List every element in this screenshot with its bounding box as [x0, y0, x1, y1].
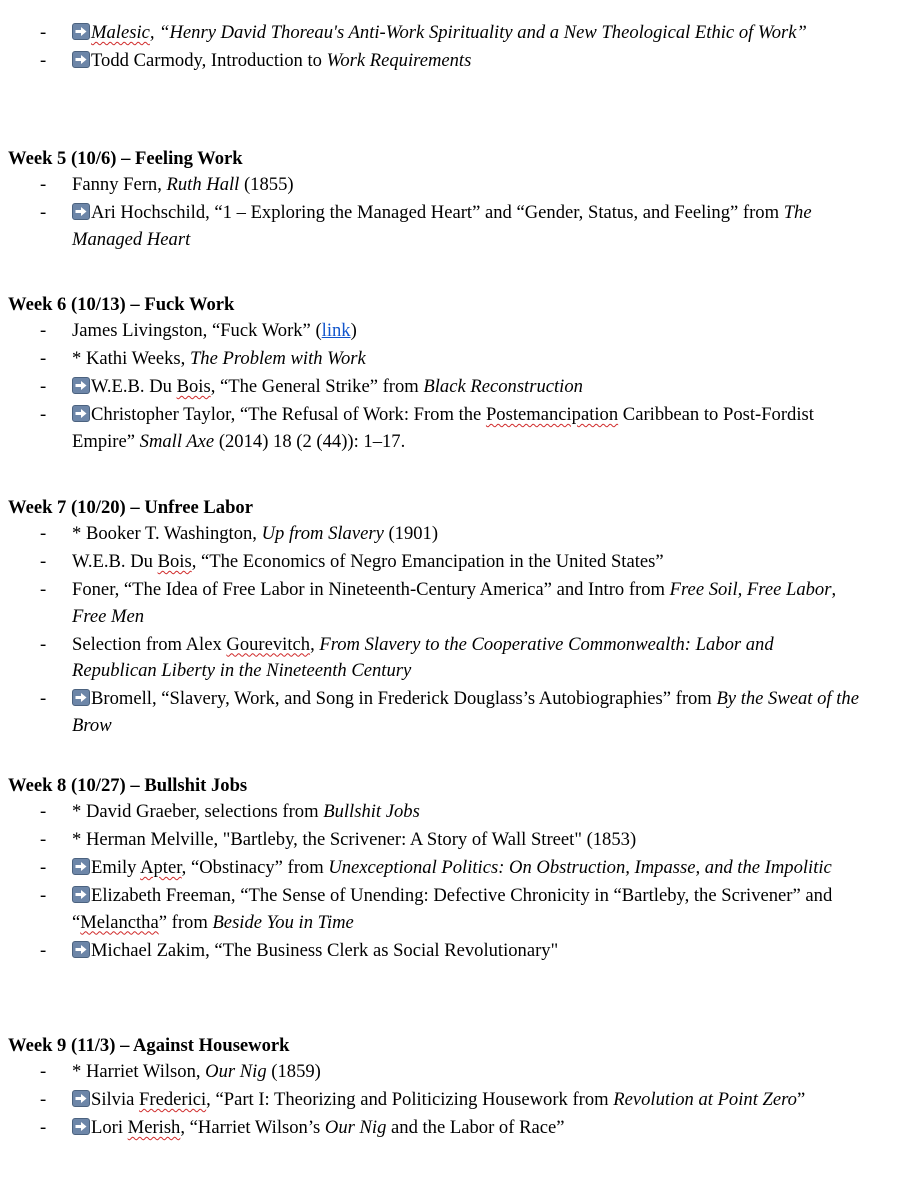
citation-title-italic: The Problem with Work [189, 348, 366, 369]
citation-text: ) [350, 320, 357, 341]
citation-text: , [831, 579, 837, 600]
citation-title-italic: Black Reconstruction [423, 376, 583, 397]
citation-text: Caribbean to Post-Fordist Empire” [72, 404, 814, 452]
citation-text: Silvia [91, 1089, 140, 1110]
reading-citation [72, 1115, 862, 1143]
citation-text: Frederici [139, 1089, 207, 1110]
reading-item [0, 883, 905, 938]
reading-citation [72, 172, 862, 200]
reading-citation [72, 1087, 862, 1115]
reading-item [0, 1115, 905, 1143]
reading-list [0, 799, 905, 966]
citation-text: Merish [127, 1117, 181, 1138]
reading-citation [72, 374, 862, 402]
list-bullet-dash: - [40, 523, 47, 544]
week-heading: Week 8 (10/27) – Bullshit Jobs [8, 775, 248, 796]
list-bullet-dash: - [40, 633, 47, 655]
citation-text: Emily [91, 857, 141, 878]
reading-item [0, 632, 905, 687]
citation-text: Christopher Taylor, “The Refusal of Work: From the [91, 404, 486, 425]
reading-item [0, 549, 905, 577]
citation-text: Ari Hochschild, “1 – Exploring the Managed Heart” and “Gender, Status, and Feeling” from [91, 202, 784, 223]
citation-text: Gourevitch [226, 633, 311, 655]
week-section-6 [0, 292, 905, 457]
reading-citation [72, 686, 862, 741]
citation-text: Melanctha [80, 911, 159, 933]
citation-text: ” [796, 1089, 806, 1110]
reading-item [0, 172, 905, 200]
citation-text: (1859) [266, 1061, 321, 1082]
citation-title-italic: Malesic [91, 22, 150, 43]
citation-text: , “Part I: Theorizing and Politicizing Housework from [206, 1089, 614, 1110]
citation-text: * Herman Melville, "Bartleby, the Scrivener: A Story of Wall Street" (1853) [72, 829, 637, 850]
reading-item [0, 374, 905, 402]
citation-text: Fanny Fern, [72, 174, 167, 195]
list-bullet-dash: - [40, 551, 47, 572]
week-section-continued [0, 20, 905, 76]
citation-text: Lori [91, 1117, 128, 1138]
citation-text: Bois [176, 376, 211, 397]
list-bullet-dash: - [40, 320, 47, 341]
citation-title-italic: Unexceptional Politics: On Obstruction, Impasse, and the Impolitic [328, 857, 832, 878]
list-bullet-dash: - [40, 885, 47, 906]
reading-citation [72, 20, 862, 48]
citation-text: James Livingston, “Fuck Work” ( [72, 320, 322, 341]
week-section-8 [0, 773, 905, 966]
reading-list [0, 521, 905, 741]
list-bullet-dash: - [40, 579, 47, 600]
reading-citation [72, 318, 862, 346]
citation-text: , [310, 633, 320, 655]
reading-citation [72, 799, 862, 827]
arrow-right-icon [72, 405, 90, 422]
week-heading: Week 7 (10/20) – Unfree Labor [8, 497, 253, 518]
arrow-right-icon [72, 858, 90, 875]
list-bullet-dash: - [40, 801, 47, 822]
citation-text: ” from [158, 911, 213, 933]
list-bullet-dash: - [40, 1061, 47, 1082]
citation-text: , “The General Strike” from [210, 376, 424, 397]
citation-text: Todd Carmody, Introduction to [91, 50, 327, 71]
reading-citation [72, 402, 862, 457]
list-bullet-dash: - [40, 1117, 47, 1138]
citation-title-italic: By the Sweat of the Brow [72, 688, 859, 736]
arrow-right-icon [72, 886, 90, 903]
citation-title-italic: Our Nig [205, 1061, 267, 1082]
citation-title-italic: From Slavery to the Cooperative Commonwealth: Labor and Republican Liberty in the Nineteenth Century [72, 633, 774, 681]
citation-title-italic: Free Men [72, 605, 145, 627]
citation-text: Elizabeth Freeman, “The Sense of Unending: Defective Chronicity in “Bartleby, the Scrivener” and “ [72, 885, 833, 933]
citation-title-italic: Beside You in Time [212, 911, 354, 933]
citation-title-italic: Bullshit Jobs [323, 801, 420, 822]
citation-text: Bromell, “Slavery, Work, and Song in Frederick Douglass’s Autobiographies” from [91, 688, 717, 709]
list-bullet-dash: - [40, 202, 47, 223]
list-bullet-dash: - [40, 688, 47, 709]
citation-text: , “The Economics of Negro Emancipation in the United States” [191, 551, 664, 572]
reading-list [0, 20, 905, 76]
citation-title-italic: Our Nig [324, 1117, 387, 1138]
reading-item [0, 799, 905, 827]
arrow-right-icon [72, 203, 90, 220]
arrow-right-icon [72, 23, 90, 40]
citation-text: * Harriet Wilson, [72, 1061, 206, 1082]
citation-text: , “Harriet Wilson’s [180, 1117, 325, 1138]
arrow-right-icon [72, 941, 90, 958]
citation-title-italic: Up from Slavery [261, 523, 384, 544]
week-section-9 [0, 1033, 905, 1143]
citation-title-italic: Ruth Hall [166, 174, 240, 195]
reading-item [0, 577, 905, 632]
reading-item [0, 318, 905, 346]
reading-item [0, 855, 905, 883]
reading-list [0, 172, 905, 255]
reading-citation [72, 883, 862, 938]
arrow-right-icon [72, 51, 90, 68]
list-bullet-dash: - [40, 376, 47, 397]
citation-text: , “Obstinacy” from [181, 857, 329, 878]
reading-list [0, 318, 905, 457]
reading-item [0, 402, 905, 457]
reading-citation [72, 346, 862, 374]
citation-text: Postemancipation [485, 404, 619, 425]
reading-citation [72, 1059, 862, 1087]
reading-item [0, 521, 905, 549]
list-bullet-dash: - [40, 1089, 47, 1110]
citation-text: Bois [157, 551, 192, 572]
reading-item [0, 686, 905, 741]
citation-text: * Booker T. Washington, [72, 523, 262, 544]
week-section-7 [0, 495, 905, 741]
citation-text: (1901) [383, 523, 439, 544]
reading-citation [72, 521, 862, 549]
list-bullet-dash: - [40, 348, 47, 369]
citation-title-italic: Small Axe [139, 430, 215, 452]
citation-text: (1855) [239, 174, 294, 195]
citation-text: W.E.B. Du [72, 551, 158, 572]
reading-citation [72, 855, 862, 883]
list-bullet-dash: - [40, 50, 47, 71]
week-heading: Week 6 (10/13) – Fuck Work [8, 294, 235, 315]
reading-citation [72, 938, 862, 966]
arrow-right-icon [72, 377, 90, 394]
reading-item [0, 20, 905, 48]
reading-item [0, 48, 905, 76]
reading-citation [72, 827, 862, 855]
reading-citation [72, 632, 862, 687]
citation-text: * Kathi Weeks, [72, 348, 190, 369]
reading-item [0, 1087, 905, 1115]
reading-list [0, 1059, 905, 1143]
citation-text: and the Labor of Race” [386, 1117, 565, 1138]
citation-title-italic: , “Henry David Thoreau's Anti-Work Spirituality and a New Theological Ethic of Work” [149, 22, 807, 43]
arrow-right-icon [72, 1118, 90, 1135]
reading-citation [72, 200, 862, 255]
citation-text: Michael Zakim, “The Business Clerk as Social Revolutionary" [91, 939, 559, 961]
reading-item [0, 1059, 905, 1087]
list-bullet-dash: - [40, 22, 47, 43]
list-bullet-dash: - [40, 829, 47, 850]
citation-text: Foner, “The Idea of Free Labor in Nineteenth-Century America” and Intro from [72, 579, 670, 600]
arrow-right-icon [72, 689, 90, 706]
reading-citation [72, 48, 862, 76]
reading-item [0, 938, 905, 966]
citation-text: W.E.B. Du [91, 376, 177, 397]
citation-text: Apter [140, 857, 182, 878]
citation-title-italic: The Managed Heart [72, 202, 812, 250]
citation-text: * David Graeber, selections from [72, 801, 324, 822]
citation-title-italic: Work Requirements [326, 50, 472, 71]
week-heading: Week 9 (11/3) – Against Housework [8, 1035, 290, 1056]
citation-text: (2014) 18 (2 (44)): 1–17. [214, 430, 406, 452]
list-bullet-dash: - [40, 939, 47, 961]
reading-citation [72, 577, 862, 632]
reading-item [0, 346, 905, 374]
arrow-right-icon [72, 1090, 90, 1107]
reading-item [0, 827, 905, 855]
citation-title-italic: Revolution at Point Zero [613, 1089, 797, 1110]
list-bullet-dash: - [40, 174, 47, 195]
week-heading: Week 5 (10/6) – Feeling Work [8, 148, 243, 169]
citation-title-italic: Free Soil, Free Labor [669, 579, 832, 600]
reading-link[interactable]: link [321, 320, 351, 341]
citation-text: Selection from Alex [72, 633, 227, 655]
list-bullet-dash: - [40, 404, 47, 425]
list-bullet-dash: - [40, 857, 47, 878]
week-section-5 [0, 146, 905, 255]
reading-item [0, 200, 905, 255]
reading-citation [72, 549, 862, 577]
